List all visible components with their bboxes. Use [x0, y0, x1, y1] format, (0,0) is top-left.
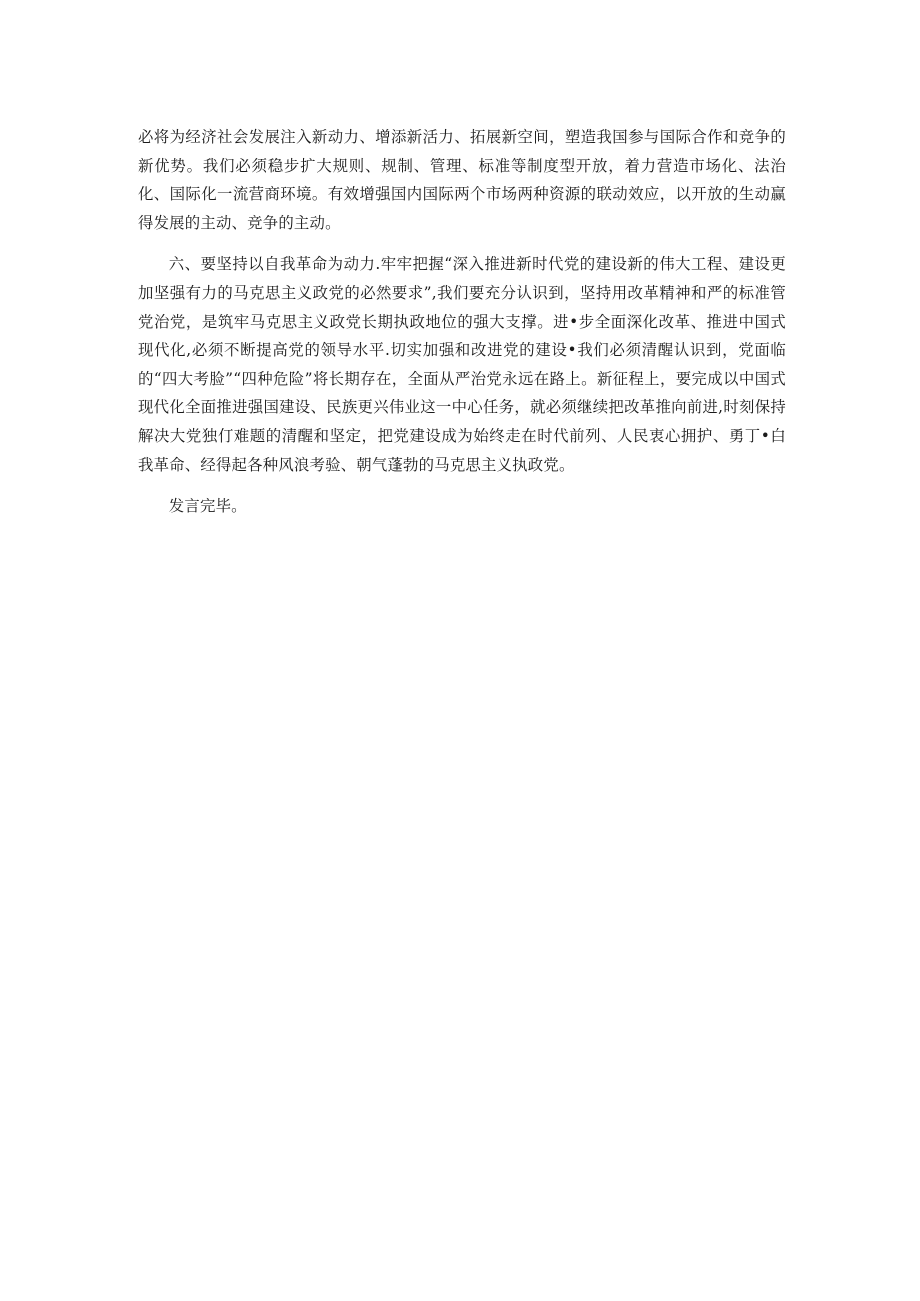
paragraph-opening-continuation: 必将为经济社会发展注入新动力、增添新活力、拓展新空间，塑造我国参与国际合作和竞争的新优势。我们必须稳步扩大规则、规制、管理、标准等制度型开放，着力营造市场化、法治化、国际化一流营商环境。有效增强国内国际两个市场两种资源的联动效应，以开放的生动赢得发展的主动、竞争的主动。	[138, 128, 786, 232]
paragraph-section-six: 六、要坚持以自我革命为动力.牢牢把握“深入推进新时代党的建设新的伟大工程、建设更加坚强有力的马克思主义政党的必然要求”,我们要充分认识到，坚持用改革精神和严的标准管党治党，是筑牢马克思主义政党长期执政地位的强大支撑。进•步全面深化改革、推进中国式现代化,必须不断提高党的领导水平.切实加强和改进党的建设•我们必须清醒认识到，党面临的“四大考脸”“四种危险”将长期存在，全面从严治党永远在路上。新征程上，要完成以中国式现代化全面推进强国建设、民族更兴伟业这一中心任务，就必须继续把改革推向前进,时刻保持解决大党独仃难题的清醒和坚定，把党建设成为始终走在时代前列、人民衷心拥护、勇丁•白我革命、经得起各种风浪考验、朝气蓬勃的马克思主义执政党。	[138, 255, 786, 474]
paragraph-closing: 发言完毕。	[168, 497, 247, 516]
document-body	[138, 123, 786, 534]
